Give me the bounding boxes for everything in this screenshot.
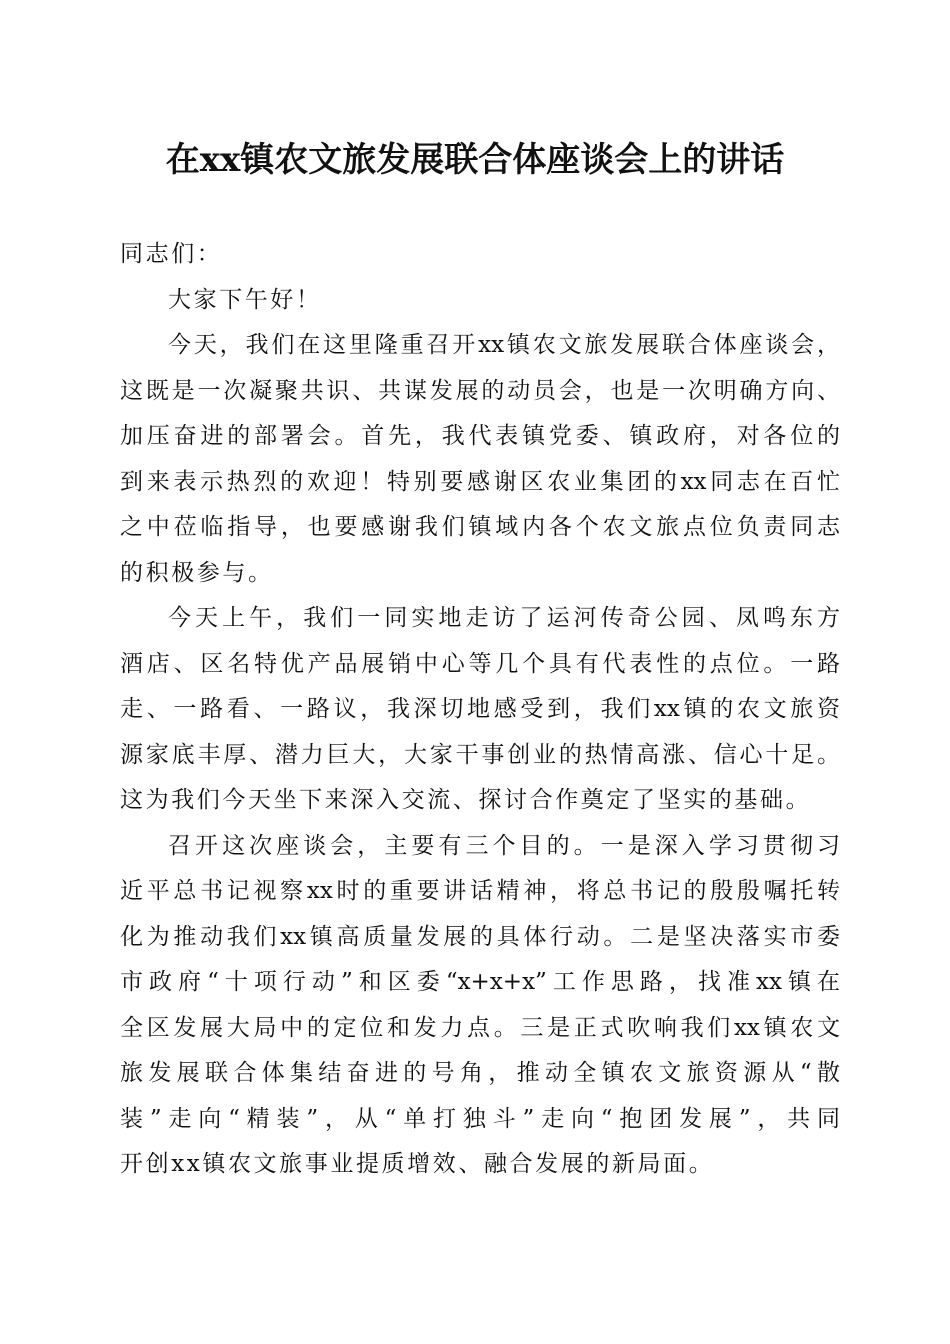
paragraph-line: 酒店、区名特优产品展销中心等几个具有代表性的点位。一路 [120,650,840,677]
salutation: 同志们： [120,241,223,267]
paragraph-line: 加压奋进的部署会。首先，我代表镇党委、镇政府，对各位的 [120,423,840,449]
document-body [120,232,840,1188]
paragraph-line: 旅发展联合体集结奋进的号角，推动全镇农文旅资源从“散 [120,1060,840,1086]
paragraph-line: 化为推动我们xx镇高质量发展的具体行动。二是坚决落实市委 [120,923,840,950]
paragraph-line: 的积极参与。 [120,559,274,586]
paragraph-line: 装”走向“精装”，从“单打独斗”走向“抱团发展”，共同 [120,1105,840,1132]
paragraph-line: 源家底丰厚、潜力巨大，大家干事创业的热情高涨、信心十足。 [120,741,840,768]
paragraph-line: 这为我们今天坐下来深入交流、探讨合作奠定了坚实的基础。 [120,787,812,813]
paragraph-line: 全区发展大局中的定位和发力点。三是正式吹响我们xx镇农文 [120,1014,840,1041]
paragraph-line: 到来表示热烈的欢迎！特别要感谢区农业集团的xx同志在百忙 [120,468,840,495]
paragraph-line: 开创xx镇农文旅事业提质增效、融合发展的新局面。 [120,1151,715,1177]
paragraph-line: 市政府“十项行动”和区委“x+x+x”工作思路，找准xx镇在 [120,969,840,995]
paragraph-line: 走、一路看、一路议，我深切地感受到，我们xx镇的农文旅资 [120,696,840,722]
paragraph-2 [120,596,840,824]
paragraph-line: 今天，我们在这里隆重召开xx镇农文旅发展联合体座谈会， [168,332,840,358]
paragraph-line: 之中莅临指导，也要感谢我们镇域内各个农文旅点位负责同志 [120,514,840,540]
paragraph-line: 近平总书记视察xx时的重要讲话精神，将总书记的殷殷嘱托转 [120,878,840,904]
paragraph-line: 今天上午，我们一同实地走访了运河传奇公园、凤鸣东方 [168,605,840,631]
paragraph-1 [120,323,840,596]
greeting: 大家下午好！ [168,286,322,313]
paragraph-line: 这既是一次凝聚共识、共谋发展的动员会，也是一次明确方向、 [120,377,840,404]
paragraph-line: 召开这次座谈会，主要有三个目的。一是深入学习贯彻习 [168,832,840,859]
paragraph-3 [120,824,840,1188]
document-title: 在xx镇农文旅发展联合体座谈会上的讲话 [165,140,785,180]
